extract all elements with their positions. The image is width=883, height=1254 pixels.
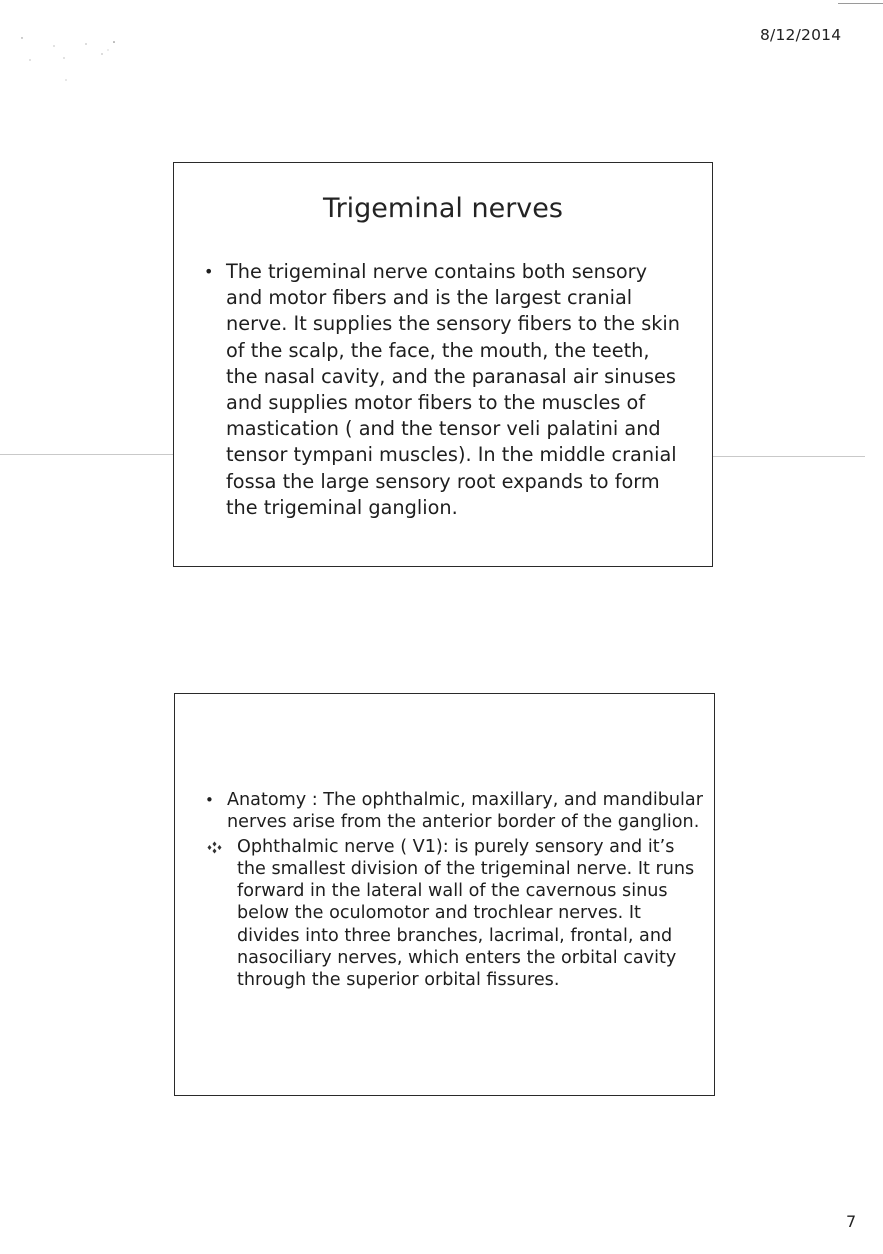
- bullet-text: Anatomy : The ophthalmic, maxillary, and mandibular nerves arise from the anterior border of the ganglion.: [227, 790, 703, 833]
- bullet-text: The trigeminal nerve contains both sensory and motor fibers and is the largest cranial nerve. It supplies the sensory fibers to the skin of the scalp, the face, the mouth, the teeth, the nasal cavity, and the paranasal air sinuses and supplies motor fibers to the muscles of mastication ( and the tensor veli palatini and tensor tympani muscles). In the middle cranial fossa the large sensory root expands to form the trigeminal ganglion.: [226, 260, 681, 519]
- scan-specks: [18, 34, 128, 84]
- slide-title: Trigeminal nerves: [323, 193, 563, 224]
- bullet-dot-icon: •: [205, 791, 214, 809]
- bullet-list: [205, 789, 705, 992]
- bullet-item: [204, 259, 686, 521]
- scan-line-mid-right: [713, 456, 865, 457]
- slide-2: [174, 693, 715, 1096]
- diamond-cluster-icon: [206, 841, 223, 854]
- page-number: 7: [846, 1212, 857, 1231]
- print-date: 8/12/2014: [760, 26, 842, 44]
- scan-line-mid-left: [0, 454, 173, 455]
- bullet-item: [205, 836, 705, 992]
- slide-1: [173, 162, 713, 567]
- bullet-text: Ophthalmic nerve ( V1): is purely sensory and it’s the smallest division of the trigeminal nerve. It runs forward in the lateral wall of the cavernous sinus below the oculomotor and trochlear nerves. It divides into three branches, lacrimal, frontal, and nasociliary nerves, which enters the orbital cavity through the superior orbital fissures.: [237, 836, 695, 991]
- bullet-item: [205, 789, 705, 834]
- bullet-dot-icon: •: [204, 262, 214, 281]
- bullet-list: [204, 259, 686, 521]
- scan-line-top-right: [838, 3, 883, 4]
